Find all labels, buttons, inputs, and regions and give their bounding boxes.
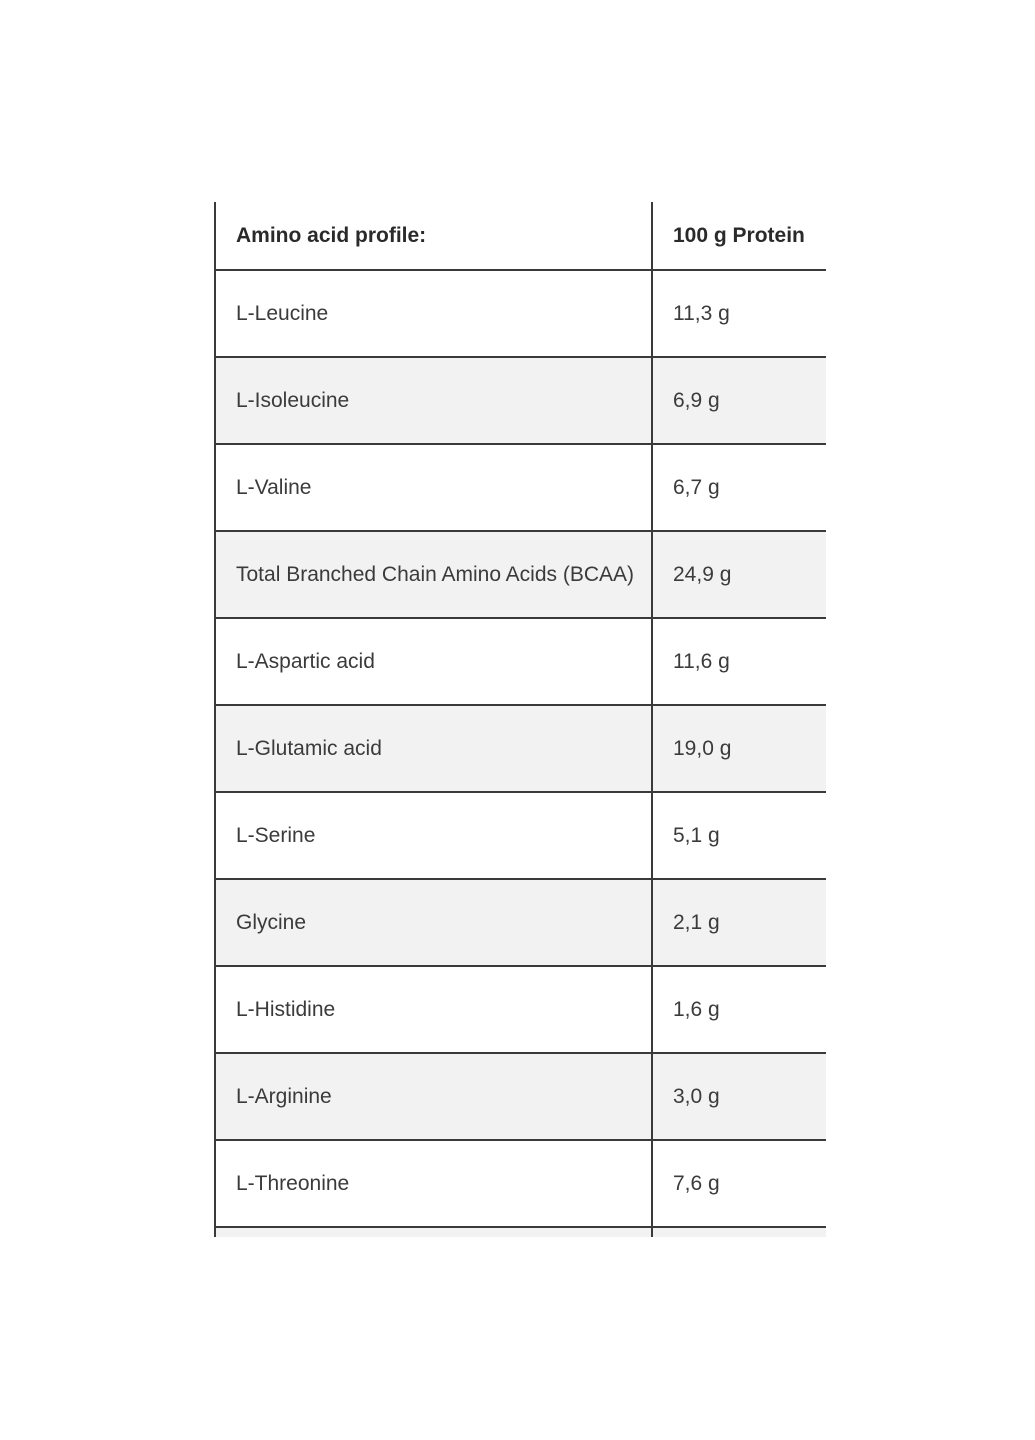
header-100g-protein: 100 g Protein <box>652 202 826 270</box>
header-amino-acid-profile: Amino acid profile: <box>215 202 652 270</box>
table-row <box>215 705 826 792</box>
table-row <box>215 792 826 879</box>
table-row <box>215 1140 826 1227</box>
table-row <box>215 357 826 444</box>
row-name: L-Histidine <box>215 966 652 1053</box>
row-value: 11,3 g <box>652 270 826 357</box>
table-row <box>215 444 826 531</box>
table-header-row <box>215 202 826 270</box>
amino-acid-table-container <box>214 202 826 1237</box>
row-value: 7,6 g <box>652 1140 826 1227</box>
row-value: 2,1 g <box>652 879 826 966</box>
row-value: 24,9 g <box>652 531 826 618</box>
row-name: L-Arginine <box>215 1053 652 1140</box>
row-value: 6,7 g <box>652 444 826 531</box>
row-name: L-Isoleucine <box>215 357 652 444</box>
row-value: 5,1 g <box>652 792 826 879</box>
row-name: Total Branched Chain Amino Acids (BCAA) <box>215 531 652 618</box>
table-row <box>215 879 826 966</box>
row-value: 6,9 g <box>652 357 826 444</box>
row-name: L-Threonine <box>215 1140 652 1227</box>
row-name: Glycine <box>215 879 652 966</box>
row-value-empty <box>652 1227 826 1237</box>
row-name: L-Glutamic acid <box>215 705 652 792</box>
row-name: L-Aspartic acid <box>215 618 652 705</box>
table-row <box>215 270 826 357</box>
table-row <box>215 1053 826 1140</box>
row-value: 3,0 g <box>652 1053 826 1140</box>
amino-acid-table <box>214 202 826 1237</box>
row-name: L-Valine <box>215 444 652 531</box>
table-row <box>215 618 826 705</box>
row-name: L-Leucine <box>215 270 652 357</box>
row-value: 1,6 g <box>652 966 826 1053</box>
table-row <box>215 966 826 1053</box>
row-value: 11,6 g <box>652 618 826 705</box>
row-value: 19,0 g <box>652 705 826 792</box>
table-row-partial <box>215 1227 826 1237</box>
row-name: L-Serine <box>215 792 652 879</box>
row-name-empty <box>215 1227 652 1237</box>
table-row <box>215 531 826 618</box>
